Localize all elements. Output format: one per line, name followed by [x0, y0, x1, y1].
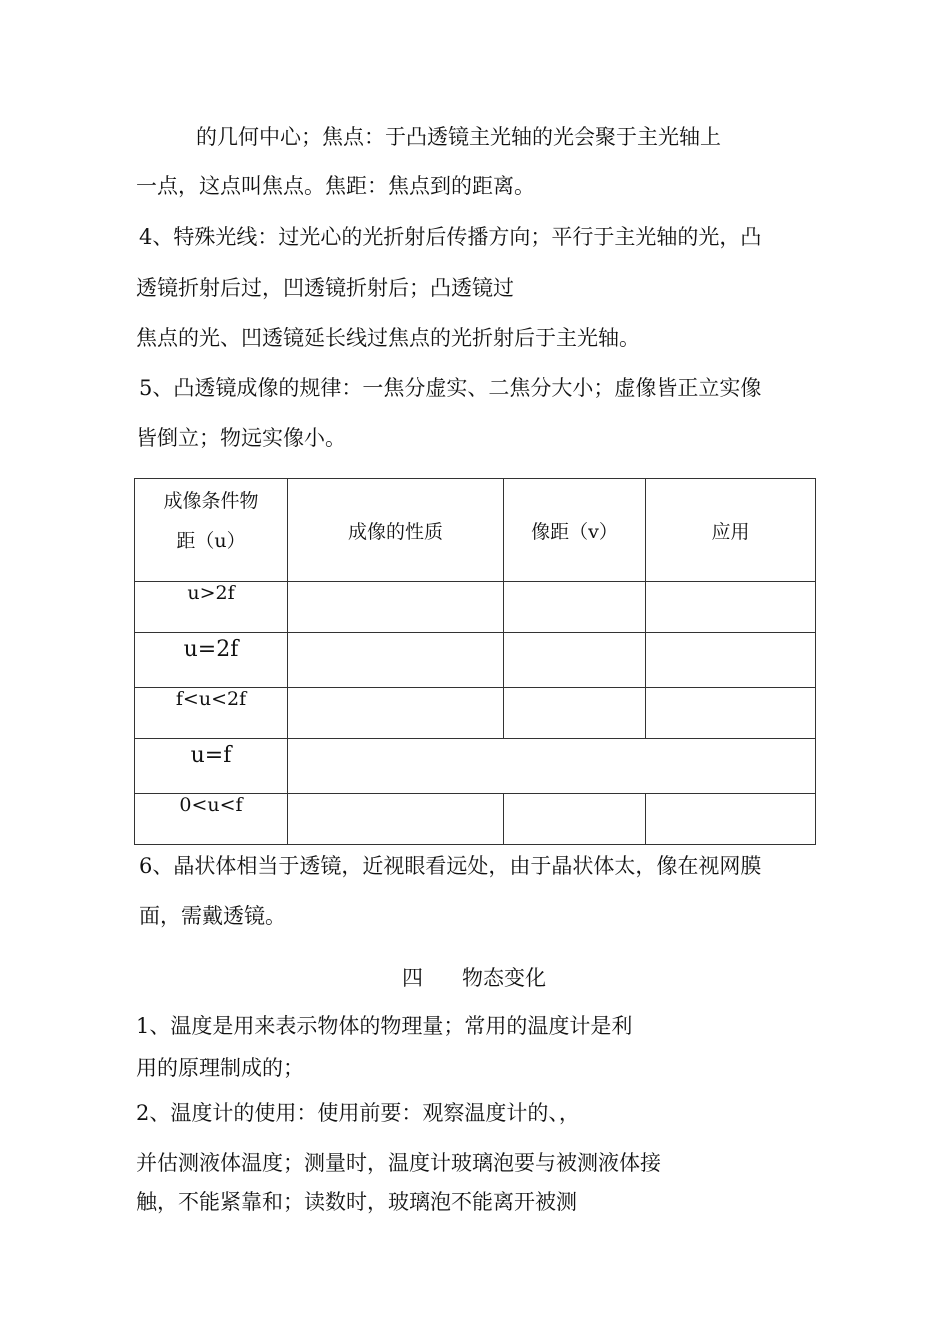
paragraph-line: 5、凸透镜成像的规律：一焦分虚实、二焦分大小；虚像皆正立实像: [139, 376, 762, 400]
merged-empty-cell: [288, 739, 816, 794]
empty-cell: [504, 688, 646, 739]
header-nature: 成像的性质: [288, 479, 504, 582]
empty-cell: [504, 633, 646, 688]
condition-cell: u>2f: [135, 582, 288, 633]
empty-cell: [288, 794, 504, 845]
table-row: [135, 688, 816, 739]
table-row: [135, 794, 816, 845]
condition-cell: u=f: [135, 739, 288, 794]
section-number: 四: [402, 966, 423, 990]
paragraph-line: 触，不能紧靠和；读数时，玻璃泡不能离开被测: [136, 1190, 577, 1214]
paragraph-line: 透镜折射后过，凹透镜折射后；凸透镜过: [136, 276, 514, 300]
table-header-row: [135, 479, 816, 582]
header-condition: [135, 479, 288, 582]
paragraph-line: 面，需戴透镜。: [139, 904, 286, 928]
lens-imaging-table: [134, 478, 816, 845]
table-row: [135, 739, 816, 794]
paragraph-line: 6、晶状体相当于透镜，近视眼看远处，由于晶状体太，像在视网膜: [139, 854, 762, 878]
table-row: [135, 582, 816, 633]
section-heading: [402, 964, 546, 992]
paragraph-line: 焦点的光、凹透镜延长线过焦点的光折射后于主光轴。: [136, 326, 640, 350]
empty-cell: [646, 688, 816, 739]
paragraph-line: 皆倒立；物远实像小。: [136, 426, 346, 450]
header-condition-line1: 成像条件物: [163, 490, 259, 512]
paragraph-line: 用的原理制成的；: [136, 1056, 304, 1080]
paragraph-line: 并估测液体温度；测量时，温度计玻璃泡要与被测液体接: [136, 1151, 661, 1175]
condition-cell: f<u<2f: [135, 688, 288, 739]
empty-cell: [646, 794, 816, 845]
empty-cell: [504, 582, 646, 633]
header-condition-line2: 距（u）: [176, 530, 246, 552]
empty-cell: [288, 688, 504, 739]
condition-cell: u=2f: [135, 633, 288, 688]
paragraph-line: 一点，这点叫焦点。焦距：焦点到的距离。: [136, 174, 535, 198]
paragraph-line: 4、特殊光线：过光心的光折射后传播方向；平行于主光轴的光，凸: [139, 225, 762, 249]
table-row: [135, 633, 816, 688]
empty-cell: [646, 582, 816, 633]
header-image-distance: 像距（v）: [504, 479, 646, 582]
header-application: 应用: [646, 479, 816, 582]
section-title: 物态变化: [462, 966, 546, 990]
paragraph-line: 2、温度计的使用：使用前要：观察温度计的、，: [136, 1101, 580, 1125]
empty-cell: [504, 794, 646, 845]
empty-cell: [288, 633, 504, 688]
empty-cell: [288, 582, 504, 633]
paragraph-line: 的几何中心；焦点：于凸透镜主光轴的光会聚于主光轴上: [196, 125, 721, 149]
paragraph-line: 1、温度是用来表示物体的物理量；常用的温度计是利: [136, 1014, 633, 1038]
empty-cell: [646, 633, 816, 688]
condition-cell: 0<u<f: [135, 794, 288, 845]
